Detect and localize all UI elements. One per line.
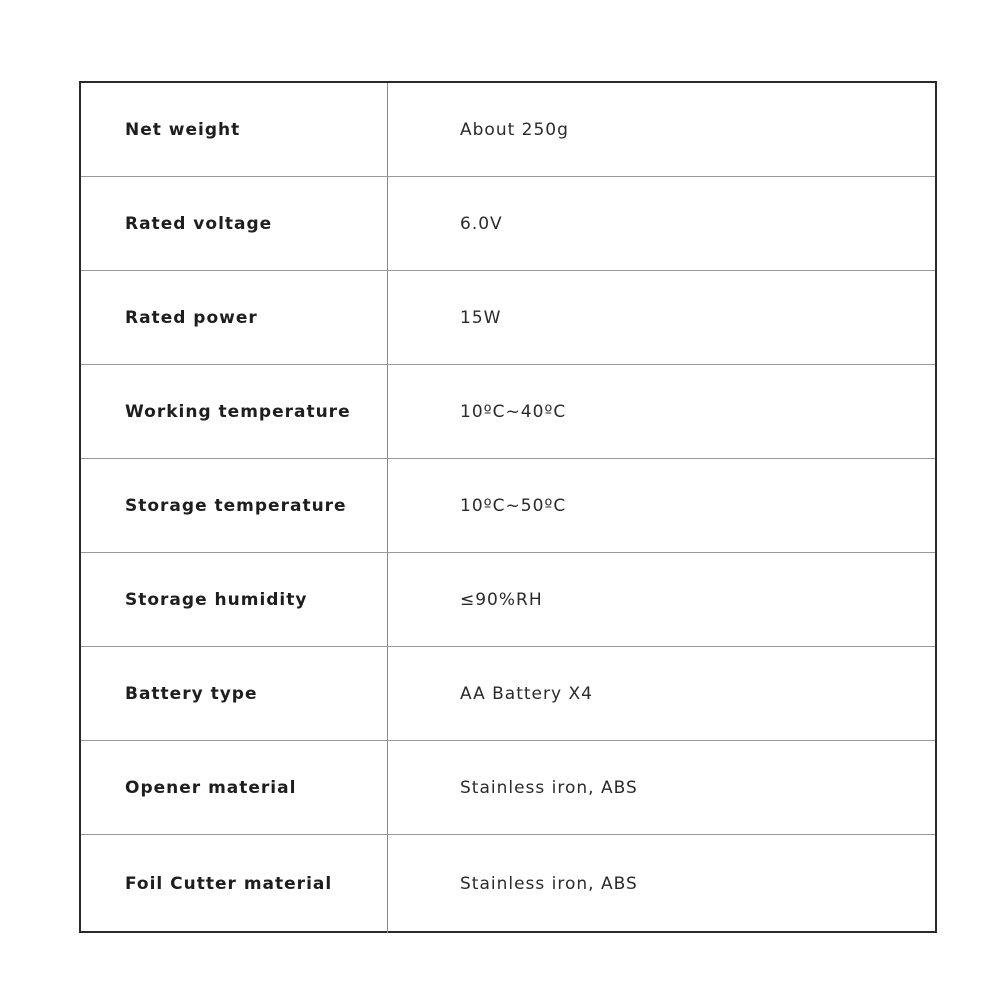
spec-row-foil-cutter-material — [81, 835, 935, 933]
spec-row-net-weight — [81, 83, 935, 177]
spec-value: Stainless iron, ABS — [460, 874, 638, 894]
spec-table — [79, 81, 937, 933]
column-divider — [387, 741, 388, 834]
spec-value: AA Battery X4 — [460, 683, 593, 704]
spec-value: 6.0V — [460, 213, 503, 234]
spec-row-opener-material — [81, 741, 935, 835]
spec-label: Battery type — [125, 683, 258, 704]
column-divider — [387, 459, 388, 552]
spec-row-rated-power — [81, 271, 935, 365]
spec-value: ≤90%RH — [460, 589, 543, 610]
spec-label: Storage temperature — [125, 495, 347, 516]
spec-row-battery-type — [81, 647, 935, 741]
spec-value: Stainless iron, ABS — [460, 777, 638, 798]
spec-row-storage-temperature — [81, 459, 935, 553]
column-divider — [387, 553, 388, 646]
spec-label: Opener material — [125, 777, 297, 798]
spec-row-storage-humidity — [81, 553, 935, 647]
column-divider — [387, 835, 388, 933]
column-divider — [387, 647, 388, 740]
spec-label: Net weight — [125, 119, 241, 140]
spec-label: Rated power — [125, 307, 258, 328]
spec-value: About 250g — [460, 119, 569, 140]
spec-value: 10ºC~50ºC — [460, 495, 567, 516]
spec-value: 10ºC~40ºC — [460, 401, 567, 422]
spec-label: Working temperature — [125, 401, 351, 422]
column-divider — [387, 271, 388, 364]
spec-row-rated-voltage — [81, 177, 935, 271]
column-divider — [387, 365, 388, 458]
spec-label: Foil Cutter material — [125, 874, 333, 894]
spec-value: 15W — [460, 307, 502, 328]
spec-label: Rated voltage — [125, 213, 273, 234]
spec-row-working-temperature — [81, 365, 935, 459]
spec-label: Storage humidity — [125, 589, 308, 610]
column-divider — [387, 177, 388, 270]
column-divider — [387, 83, 388, 176]
